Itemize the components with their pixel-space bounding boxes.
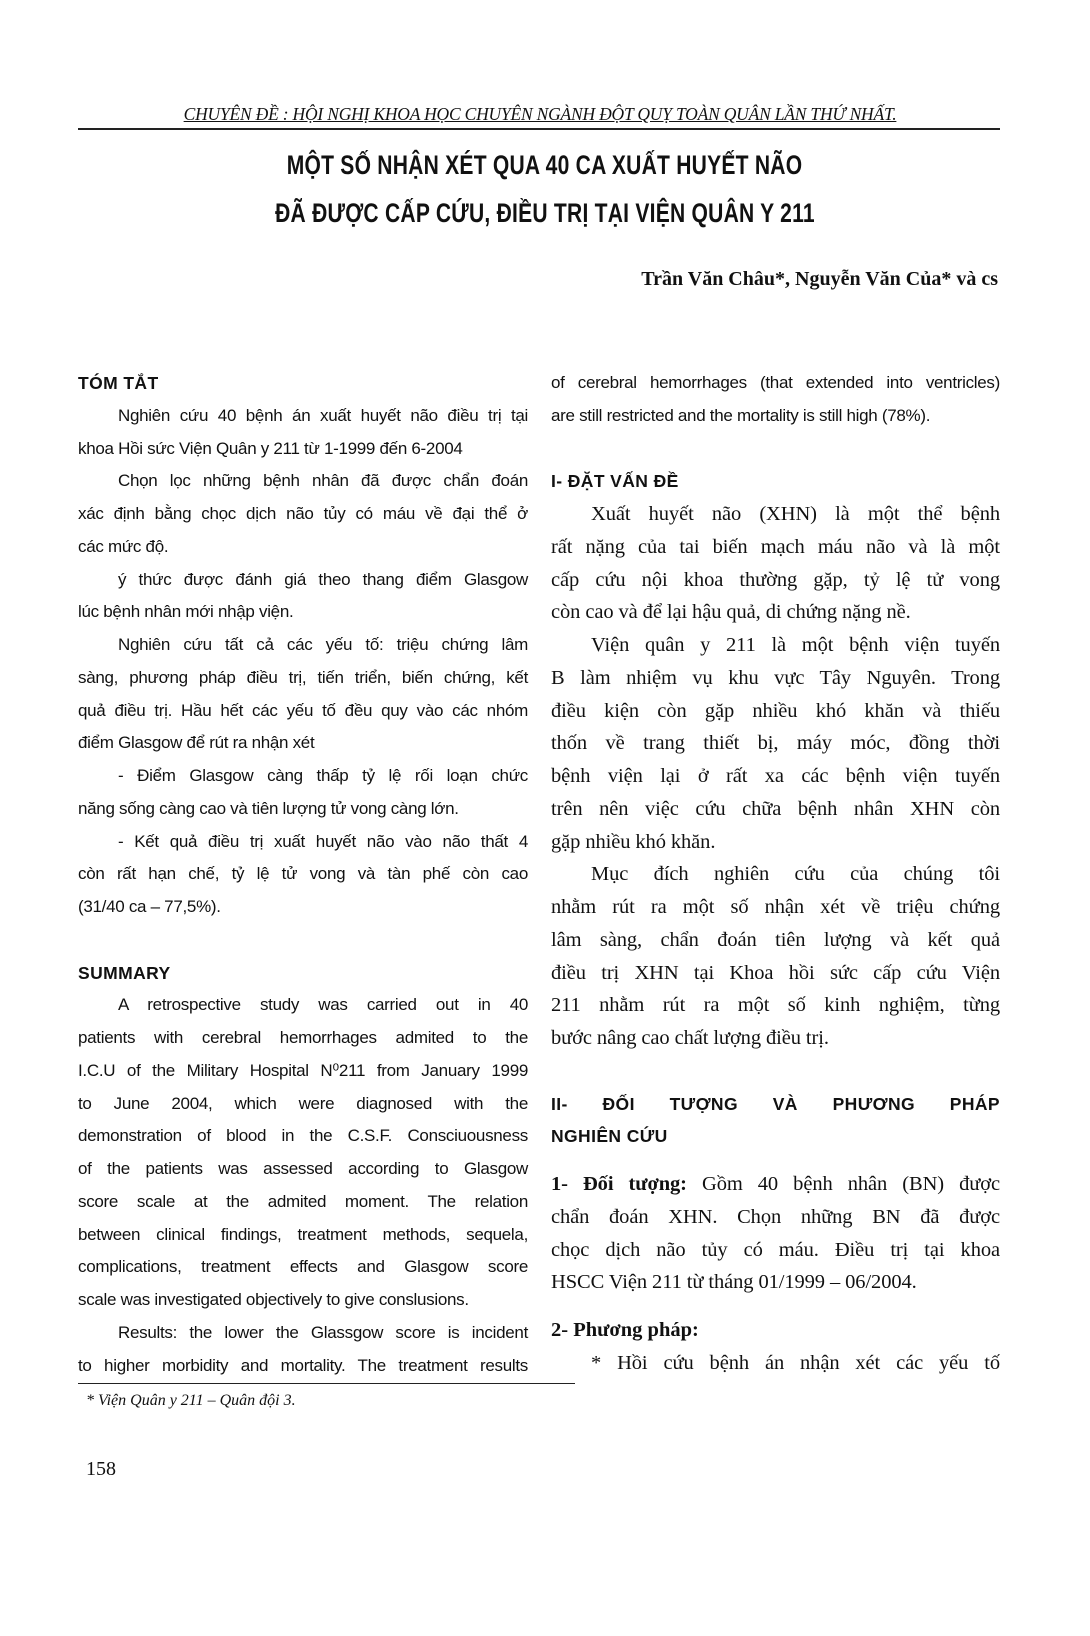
text-line: sàng, phương pháp điều trị, tiến triển, biến chứng, kết [78, 667, 528, 687]
spacer [78, 924, 528, 957]
spacer [551, 1055, 1000, 1088]
text-line: I- ĐẶT VẤN ĐỀ [551, 471, 679, 492]
paragraph [551, 1347, 1000, 1380]
text-line: - Điểm Glasgow càng thấp tỷ lệ rối loạn chức [118, 766, 528, 785]
text-line: trên nên việc cứu chữa bệnh nhân XHN còn [551, 797, 1000, 820]
text-line: Results: the lower the Glassgow score is incident [118, 1322, 528, 1342]
text-line: B làm nhiệm vụ khu vực Tây Nguyên. Trong [551, 666, 1000, 689]
header-rule [78, 128, 1000, 130]
text-line: of cerebral hemorrhages (that extended into ventricles) [551, 373, 1000, 392]
text-line: to higher morbidity and mortality. The treatment results [78, 1355, 528, 1375]
paragraph [551, 858, 1000, 1055]
text-line: NGHIÊN CỨU [551, 1126, 668, 1147]
text-line: bệnh viện lại ở rất xa các bệnh viện tuyến [551, 765, 1000, 787]
article-title-line-2 [0, 198, 1090, 229]
text-line: thốn về trang thiết bị, máy móc, đồng thời [551, 732, 1000, 755]
title-text: ĐÃ ĐƯỢC CẤP CỨU, ĐIỀU TRỊ TẠI VIỆN QUÂN Y 211 [275, 198, 815, 228]
left-column [78, 367, 528, 1382]
authors: Trần Văn Châu*, Nguyễn Văn Của* và cs [641, 268, 998, 290]
text-line: cấp cứu nội khoa thường gặp, tỷ lệ tử vong [551, 568, 1000, 591]
title-text: MỘT SỐ NHẬN XÉT QUA 40 CA XUẤT HUYẾT NÃO [287, 150, 803, 180]
text-line: lâm sàng, chẩn đoán tiên lượng và kết quả [551, 928, 1000, 951]
text-line: I.C.U of the Military Hospital N⁰211 from January 1999 [78, 1060, 528, 1080]
spacer [551, 1299, 1000, 1314]
text-line: còn rất hạn chế, tỷ lệ tử vong và tàn phế còn cao [78, 864, 528, 884]
text-line: còn cao và để lại hậu quả, di chứng nặng nề. [551, 601, 911, 624]
text-line: điều kiện còn gặp nhiều khó khăn và thiếu [551, 699, 1000, 722]
text-line: 211 nhằm rút ra một số kinh nghiệm, từng [551, 994, 1000, 1017]
text-line: nhằm rút ra một số nhận xét về triệu chứng [551, 896, 1000, 918]
section-heading [78, 367, 528, 400]
text-line: Viện quân y 211 là một bệnh viện tuyến [591, 634, 1000, 656]
text-line: are still restricted and the mortality is still high (78%). [551, 405, 931, 425]
text-line: chẩn đoán XHN. Chọn những BN đã được [551, 1205, 1000, 1228]
paragraph [551, 1168, 1000, 1299]
article-title-line-1 [0, 150, 1090, 181]
text-line: score scale at the admited moment. The relation [78, 1191, 528, 1211]
text-line: khoa Hồi sức Viện Quân y 211 từ 1-1999 đến 6-2004 [78, 438, 463, 458]
text-line [551, 1168, 1000, 1201]
text-line: các mức độ. [78, 536, 169, 556]
paragraph [551, 498, 1000, 629]
text-line: Nghiên cứu 40 bệnh án xuất huyết não điều trị tại [118, 405, 528, 425]
section-heading [551, 1088, 1000, 1154]
paragraph [78, 465, 528, 563]
page-number: 158 [86, 1458, 116, 1480]
text-line: quả điều trị. Hầu hết các yếu tố đều quy vào các nhóm [78, 700, 528, 720]
text-line: gặp nhiều khó khăn. [551, 830, 716, 853]
text-line: điều trị XHN tại Khoa hồi sức cấp cứu Viện [551, 961, 1000, 984]
text-line: Xuất huyết não (XHN) là một thể bệnh [591, 503, 1000, 525]
text-line: demonstration of blood in the C.S.F. Consciuousness [78, 1126, 528, 1146]
section-heading [78, 957, 528, 990]
text-line: ý thức được đánh giá theo thang điểm Glasgow [118, 569, 528, 589]
section-heading [551, 465, 1000, 498]
running-header: CHUYÊN ĐỀ : HỘI NGHỊ KHOA HỌC CHUYÊN NGÀNH ĐỘT QUỴ TOÀN QUÂN LẦN THỨ NHẤT. [183, 104, 897, 124]
text-line: II- ĐỐI TƯỢNG VÀ PHƯƠNG PHÁP [551, 1093, 1000, 1114]
right-column [551, 367, 1000, 1380]
text-line: điểm Glasgow để rút ra nhận xét [78, 733, 315, 753]
footnote-rule [78, 1383, 575, 1384]
text-line: lúc bệnh nhân mới nhập viện. [78, 602, 294, 622]
text-line: 2- Phương pháp: [551, 1319, 699, 1341]
text-line: rất nặng của tai biến mạch máu não và là một [551, 535, 1000, 558]
text-line: (31/40 ca – 77,5%). [78, 897, 221, 916]
line-text: Gồm 40 bệnh nhân (BN) được [686, 1173, 1001, 1195]
text-line: Mục đích nghiên cứu của chúng tôi [591, 863, 1000, 886]
text-line: between clinical findings, treatment methods, sequela, [78, 1224, 528, 1244]
text-line: chọc dịch não tủy có máu. Điều trị tại khoa [551, 1238, 1000, 1261]
lead-label: 1- Đối tượng: [551, 1173, 687, 1195]
paragraph [551, 629, 1000, 858]
paragraph [78, 564, 528, 630]
paragraph [78, 629, 528, 760]
text-line: complications, treatment effects and Glasgow score [78, 1257, 528, 1277]
text-line: of the patients was assessed according to Glasgow [78, 1159, 528, 1178]
text-line: to June 2004, which were diagnosed with the [78, 1093, 528, 1113]
text-line: bước nâng cao chất lượng điều trị. [551, 1027, 829, 1049]
paragraph [551, 367, 1000, 433]
text-line: Chọn lọc những bệnh nhân đã được chẩn đoán [118, 471, 528, 491]
text-line: scale was investigated objectively to give conslusions. [78, 1290, 469, 1309]
paragraph [78, 400, 528, 466]
paragraph [78, 1317, 528, 1383]
text-line: Nghiên cứu tất cả các yếu tố: triệu chứng lâm [118, 635, 528, 654]
text-line: HSCC Viện 211 từ tháng 01/1999 – 06/2004. [551, 1271, 917, 1294]
text-line: năng sống càng cao và tiên lượng tử vong càng lớn. [78, 798, 459, 818]
text-line: TÓM TẮT [78, 373, 159, 393]
paragraph [78, 760, 528, 826]
paragraph [78, 826, 528, 924]
spacer [551, 433, 1000, 466]
text-line: * Hồi cứu bệnh án nhận xét các yếu tố [591, 1351, 1000, 1374]
text-line: SUMMARY [78, 962, 171, 983]
text-line: A retrospective study was carried out in 40 [118, 995, 528, 1015]
paragraph [78, 989, 528, 1317]
footnote: * Viện Quân y 211 – Quân đội 3. [86, 1392, 296, 1409]
spacer [551, 1153, 1000, 1168]
section-heading [551, 1314, 1000, 1347]
text-line: xác định bằng chọc dịch não tủy có máu về đại thể ở [78, 504, 528, 523]
text-line: patients with cerebral hemorrhages admited to the [78, 1028, 528, 1047]
text-line: - Kết quả điều trị xuất huyết não vào não thất 4 [118, 831, 528, 851]
